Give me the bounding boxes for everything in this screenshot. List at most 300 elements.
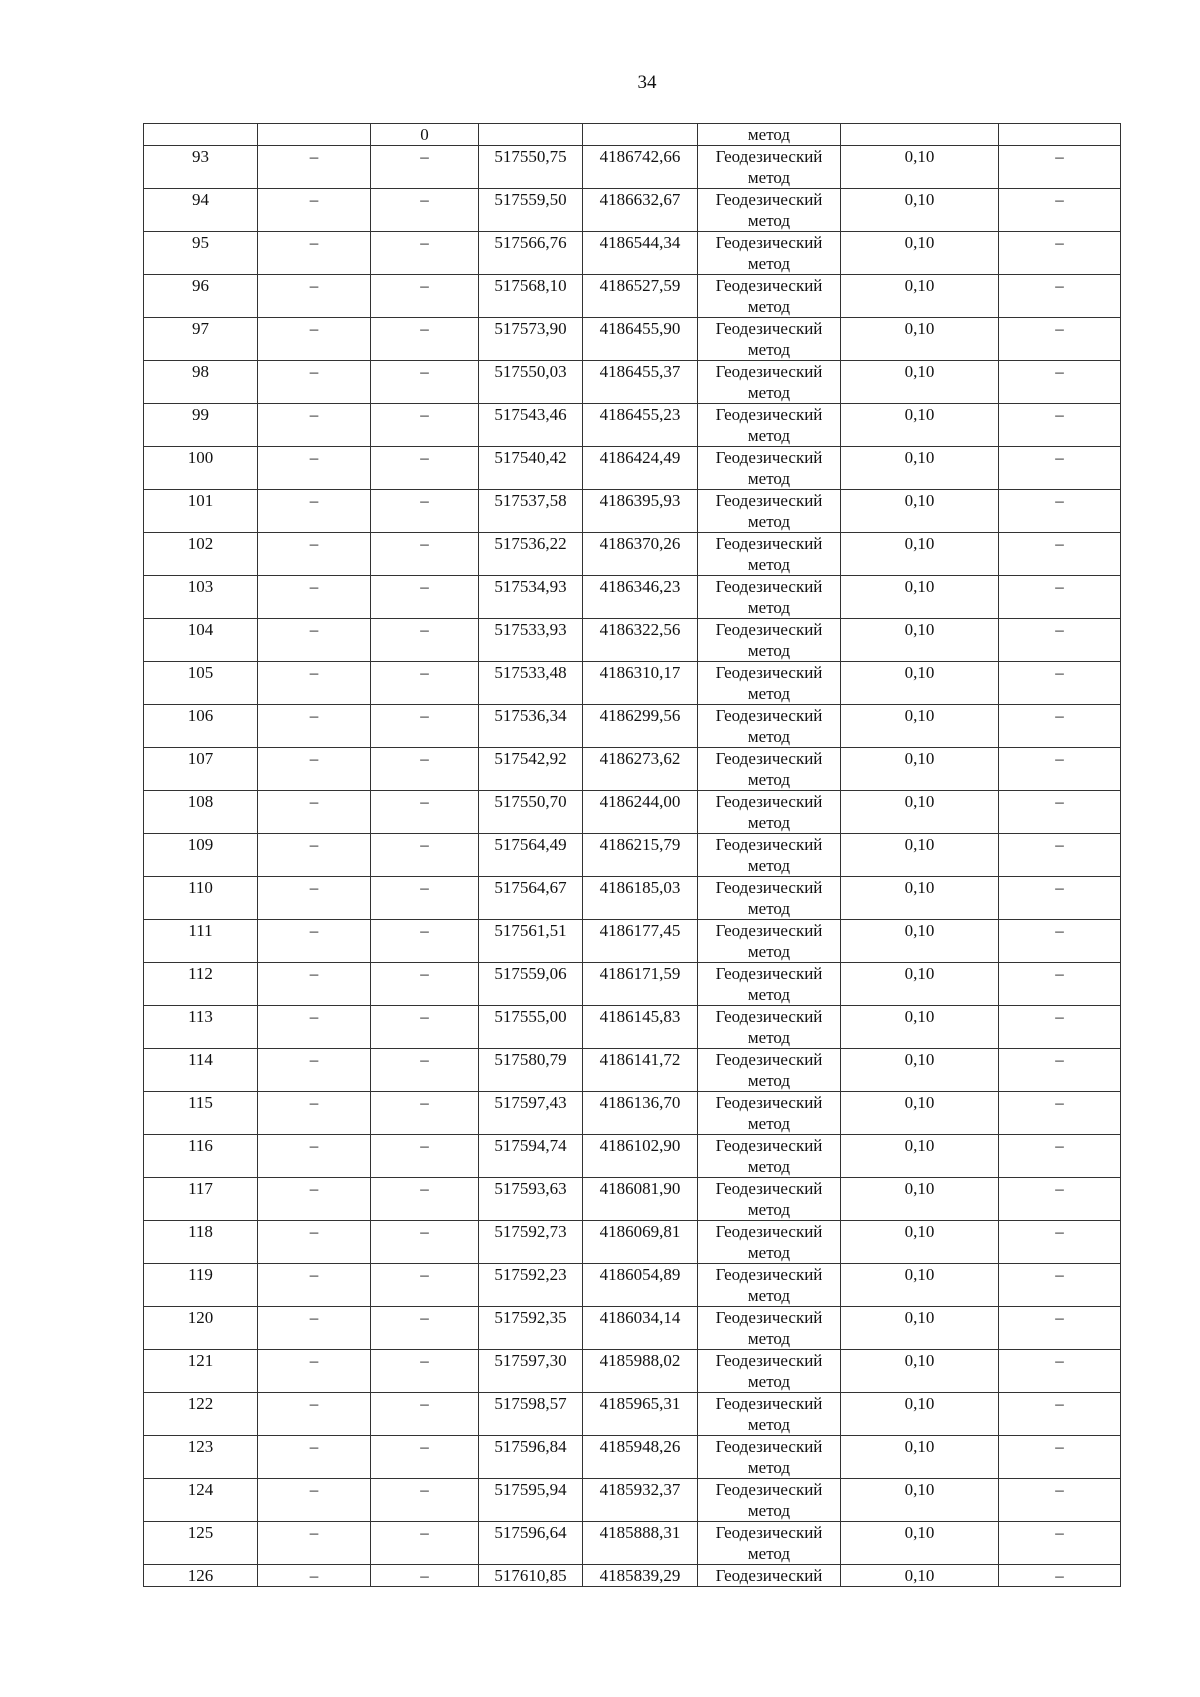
cell-y: 4185948,26 — [583, 1436, 698, 1479]
cell-col8: – — [999, 1264, 1121, 1307]
table-row — [144, 576, 1121, 619]
cell-col2: – — [258, 1178, 371, 1221]
cell-col8: – — [999, 1049, 1121, 1092]
cell-col8: – — [999, 920, 1121, 963]
table-row — [144, 1178, 1121, 1221]
cell-point-number: 100 — [144, 447, 258, 490]
cell-method — [698, 576, 841, 619]
cell-method — [698, 1350, 841, 1393]
cell-y: 4186215,79 — [583, 834, 698, 877]
cell-method — [698, 1436, 841, 1479]
cell-point-number: 116 — [144, 1135, 258, 1178]
cell-accuracy: 0,10 — [841, 1006, 999, 1049]
cell-accuracy: 0,10 — [841, 576, 999, 619]
cell-point-number: 98 — [144, 361, 258, 404]
cell-x: 517598,57 — [479, 1393, 583, 1436]
cell-col2: – — [258, 920, 371, 963]
cell-col3: – — [371, 490, 479, 533]
cell-accuracy: 0,10 — [841, 1221, 999, 1264]
cell-method — [698, 404, 841, 447]
cell-point-number: 95 — [144, 232, 258, 275]
method-line1: Геодезический — [715, 405, 823, 424]
method-line2: метод — [747, 254, 791, 273]
cell-method — [698, 1307, 841, 1350]
cell-col3: – — [371, 361, 479, 404]
cell-point-number: 113 — [144, 1006, 258, 1049]
cell-method — [698, 748, 841, 791]
cell-x: 517555,00 — [479, 1006, 583, 1049]
cell-point-number: 112 — [144, 963, 258, 1006]
method-line1: Геодезический — [715, 319, 823, 338]
method-line2: метод — [747, 211, 791, 230]
method-line1: Геодезический — [715, 964, 823, 983]
cell-x: 517537,58 — [479, 490, 583, 533]
method-line1: Геодезический — [715, 1394, 823, 1413]
cell-col3: – — [371, 275, 479, 318]
cell-col2: – — [258, 1522, 371, 1565]
cell-col8: – — [999, 877, 1121, 920]
cell-point-number: 118 — [144, 1221, 258, 1264]
cell-method — [698, 232, 841, 275]
table-row — [144, 447, 1121, 490]
cell-col2: – — [258, 447, 371, 490]
cell-y: 4185839,29 — [583, 1565, 698, 1587]
cell-col2: – — [258, 834, 371, 877]
cell-point-number: 97 — [144, 318, 258, 361]
method-line2: метод — [747, 770, 791, 789]
cell-y: 4186424,49 — [583, 447, 698, 490]
cell-x: 517536,34 — [479, 705, 583, 748]
cell-accuracy: 0,10 — [841, 490, 999, 533]
cell-accuracy: 0,10 — [841, 1135, 999, 1178]
method-line2: метод — [747, 1200, 791, 1219]
method-line2: метод — [747, 426, 791, 445]
cell-y: 4186346,23 — [583, 576, 698, 619]
cell-accuracy: 0,10 — [841, 1307, 999, 1350]
cell-x: 517595,94 — [479, 1479, 583, 1522]
method-line2: метод — [747, 469, 791, 488]
cell-col3: – — [371, 1436, 479, 1479]
cell-col2: – — [258, 1135, 371, 1178]
cell-method — [698, 662, 841, 705]
method-line1: Геодезический — [715, 1007, 823, 1026]
cell-col2: – — [258, 1479, 371, 1522]
cell-x: 517568,10 — [479, 275, 583, 318]
cell-col3: – — [371, 1350, 479, 1393]
cell-col3: – — [371, 404, 479, 447]
cell-method — [698, 275, 841, 318]
cell-y: 4186145,83 — [583, 1006, 698, 1049]
table-row — [144, 920, 1121, 963]
cell-accuracy: 0,10 — [841, 1393, 999, 1436]
cell-col8: – — [999, 189, 1121, 232]
method-line1: Геодезический — [715, 1566, 823, 1585]
cell-col3: – — [371, 1092, 479, 1135]
cell-y: 4186136,70 — [583, 1092, 698, 1135]
cell-col3: – — [371, 748, 479, 791]
cell-col3: – — [371, 705, 479, 748]
coordinates-table — [143, 123, 1121, 1587]
cell-x: 517540,42 — [479, 447, 583, 490]
cell-col2: – — [258, 146, 371, 189]
method-line1: Геодезический — [715, 147, 823, 166]
cell-y: 4186141,72 — [583, 1049, 698, 1092]
method-line1: Геодезический — [715, 233, 823, 252]
cell-col8: – — [999, 533, 1121, 576]
cell-col3: – — [371, 1307, 479, 1350]
cell-col8: – — [999, 318, 1121, 361]
cell-x: 517592,35 — [479, 1307, 583, 1350]
table-row — [144, 1350, 1121, 1393]
cell-col2: – — [258, 748, 371, 791]
cell-col2: – — [258, 189, 371, 232]
cell-col8: – — [999, 232, 1121, 275]
cell-col3: – — [371, 533, 479, 576]
cell-col2: – — [258, 576, 371, 619]
cell-y: 4186322,56 — [583, 619, 698, 662]
cell-accuracy: 0,10 — [841, 189, 999, 232]
cell-accuracy: 0,10 — [841, 1350, 999, 1393]
cell-col8: – — [999, 834, 1121, 877]
cell-col3: 0 — [371, 124, 479, 146]
cell-col3: – — [371, 834, 479, 877]
cell-method — [698, 1178, 841, 1221]
table-row — [144, 619, 1121, 662]
cell-method — [698, 1264, 841, 1307]
cell-y: 4186395,93 — [583, 490, 698, 533]
method-line2: метод — [747, 1415, 791, 1434]
cell-col8: – — [999, 1522, 1121, 1565]
cell-col8 — [999, 124, 1121, 146]
cell-point-number: 114 — [144, 1049, 258, 1092]
cell-col3: – — [371, 1565, 479, 1587]
cell-x: 517564,67 — [479, 877, 583, 920]
cell-col2: – — [258, 1307, 371, 1350]
cell-col3: – — [371, 1049, 479, 1092]
cell-col2: – — [258, 1006, 371, 1049]
cell-x: 517536,22 — [479, 533, 583, 576]
cell-point-number: 122 — [144, 1393, 258, 1436]
cell-method — [698, 877, 841, 920]
table-row — [144, 1393, 1121, 1436]
cell-method — [698, 318, 841, 361]
cell-x: 517566,76 — [479, 232, 583, 275]
cell-col8: – — [999, 1307, 1121, 1350]
cell-col2 — [258, 124, 371, 146]
cell-method — [698, 361, 841, 404]
cell-x: 517564,49 — [479, 834, 583, 877]
cell-point-number: 106 — [144, 705, 258, 748]
cell-point-number: 124 — [144, 1479, 258, 1522]
cell-accuracy: 0,10 — [841, 748, 999, 791]
cell-x: 517593,63 — [479, 1178, 583, 1221]
cell-col8: – — [999, 748, 1121, 791]
table-row — [144, 361, 1121, 404]
method-line2: метод — [747, 1028, 791, 1047]
cell-y: 4186544,34 — [583, 232, 698, 275]
cell-col8: – — [999, 146, 1121, 189]
cell-y: 4186310,17 — [583, 662, 698, 705]
method-line1: Геодезический — [715, 1437, 823, 1456]
cell-col2: – — [258, 404, 371, 447]
table-row — [144, 1092, 1121, 1135]
cell-accuracy: 0,10 — [841, 834, 999, 877]
cell-method — [698, 1522, 841, 1565]
cell-y: 4186102,90 — [583, 1135, 698, 1178]
cell-x: 517550,70 — [479, 791, 583, 834]
method-line2: метод — [747, 813, 791, 832]
cell-point-number: 126 — [144, 1565, 258, 1587]
cell-method — [698, 533, 841, 576]
cell-method — [698, 1006, 841, 1049]
method-line2: метод — [747, 340, 791, 359]
method-line1: Геодезический — [715, 921, 823, 940]
cell-col8: – — [999, 275, 1121, 318]
cell-x: 517610,85 — [479, 1565, 583, 1587]
cell-y: 4186034,14 — [583, 1307, 698, 1350]
method-line1: Геодезический — [715, 792, 823, 811]
cell-y: 4186632,67 — [583, 189, 698, 232]
cell-col3: – — [371, 576, 479, 619]
cell-method — [698, 447, 841, 490]
cell-point-number: 115 — [144, 1092, 258, 1135]
cell-x: 517596,64 — [479, 1522, 583, 1565]
cell-x: 517533,48 — [479, 662, 583, 705]
cell-point-number: 96 — [144, 275, 258, 318]
cell-col8: – — [999, 1436, 1121, 1479]
cell-col2: – — [258, 1393, 371, 1436]
cell-accuracy: 0,10 — [841, 619, 999, 662]
cell-col8: – — [999, 705, 1121, 748]
cell-method — [698, 963, 841, 1006]
page-number: 34 — [637, 72, 657, 93]
cell-x: 517597,43 — [479, 1092, 583, 1135]
cell-y: 4186244,00 — [583, 791, 698, 834]
cell-col2: – — [258, 1092, 371, 1135]
method-line2: метод — [747, 641, 791, 660]
cell-x: 517573,90 — [479, 318, 583, 361]
cell-accuracy — [841, 124, 999, 146]
cell-col8: – — [999, 1393, 1121, 1436]
cell-col8: – — [999, 447, 1121, 490]
cell-col2: – — [258, 1049, 371, 1092]
cell-col8: – — [999, 619, 1121, 662]
cell-col2: – — [258, 361, 371, 404]
cell-method — [698, 1092, 841, 1135]
method-line2: метод — [747, 856, 791, 875]
table-row — [144, 1479, 1121, 1522]
table-row — [144, 1049, 1121, 1092]
cell-accuracy: 0,10 — [841, 877, 999, 920]
cell-method — [698, 619, 841, 662]
cell-col8: – — [999, 1350, 1121, 1393]
cell-col8: – — [999, 576, 1121, 619]
cell-col3: – — [371, 1522, 479, 1565]
cell-col3: – — [371, 791, 479, 834]
method-line2: метод — [747, 1544, 791, 1563]
cell-col2: – — [258, 1264, 371, 1307]
table-row — [144, 1006, 1121, 1049]
cell-method — [698, 834, 841, 877]
method-line1: Геодезический — [715, 276, 823, 295]
method-line1: Геодезический — [715, 1136, 823, 1155]
method-line1: Геодезический — [715, 448, 823, 467]
cell-col3: – — [371, 146, 479, 189]
cell-col3: – — [371, 963, 479, 1006]
table-row — [144, 533, 1121, 576]
cell-point-number: 107 — [144, 748, 258, 791]
method-line2: метод — [747, 1071, 791, 1090]
method-line1: Геодезический — [715, 1179, 823, 1198]
cell-col2: – — [258, 791, 371, 834]
cell-col2: – — [258, 1221, 371, 1264]
cell-y: 4186185,03 — [583, 877, 698, 920]
cell-col2: – — [258, 1436, 371, 1479]
cell-col3: – — [371, 1006, 479, 1049]
cell-col3: – — [371, 1479, 479, 1522]
cell-y: 4185888,31 — [583, 1522, 698, 1565]
cell-x: 517597,30 — [479, 1350, 583, 1393]
cell-col8: – — [999, 1135, 1121, 1178]
table-row — [144, 1436, 1121, 1479]
cell-x: 517592,23 — [479, 1264, 583, 1307]
cell-point-number: 117 — [144, 1178, 258, 1221]
method-line1: Геодезический — [715, 1523, 823, 1542]
cell-y: 4186455,37 — [583, 361, 698, 404]
cell-x: 517559,06 — [479, 963, 583, 1006]
cell-accuracy: 0,10 — [841, 533, 999, 576]
method-line2: метод — [747, 1372, 791, 1391]
cell-x: 517533,93 — [479, 619, 583, 662]
cell-method — [698, 1135, 841, 1178]
cell-accuracy: 0,10 — [841, 232, 999, 275]
cell-y: 4186455,23 — [583, 404, 698, 447]
method-line2: метод — [747, 383, 791, 402]
method-line1: Геодезический — [715, 1480, 823, 1499]
cell-method — [698, 791, 841, 834]
cell-method — [698, 1393, 841, 1436]
cell-col8: – — [999, 1221, 1121, 1264]
cell-col2: – — [258, 705, 371, 748]
cell-point-number: 99 — [144, 404, 258, 447]
cell-accuracy: 0,10 — [841, 1049, 999, 1092]
cell-col8: – — [999, 361, 1121, 404]
cell-accuracy: 0,10 — [841, 1522, 999, 1565]
cell-y: 4186171,59 — [583, 963, 698, 1006]
cell-method — [698, 705, 841, 748]
cell-accuracy: 0,10 — [841, 1178, 999, 1221]
cell-y: 4185965,31 — [583, 1393, 698, 1436]
table-row — [144, 490, 1121, 533]
cell-point-number: 119 — [144, 1264, 258, 1307]
method-line2: метод — [747, 1458, 791, 1477]
method-line1: Геодезический — [715, 1222, 823, 1241]
cell-accuracy: 0,10 — [841, 1092, 999, 1135]
cell-method — [698, 146, 841, 189]
cell-col2: – — [258, 490, 371, 533]
method-line2: метод — [747, 1286, 791, 1305]
cell-point-number: 93 — [144, 146, 258, 189]
cell-accuracy: 0,10 — [841, 275, 999, 318]
cell-col8: – — [999, 1006, 1121, 1049]
cell-accuracy: 0,10 — [841, 1565, 999, 1587]
cell-method — [698, 1565, 841, 1587]
table-row — [144, 1221, 1121, 1264]
table-row — [144, 705, 1121, 748]
cell-col2: – — [258, 275, 371, 318]
method-line1: Геодезический — [715, 835, 823, 854]
method-line1: Геодезический — [715, 190, 823, 209]
method-line2: метод — [747, 1157, 791, 1176]
cell-point-number: 101 — [144, 490, 258, 533]
cell-point-number — [144, 124, 258, 146]
cell-y: 4186177,45 — [583, 920, 698, 963]
table-row — [144, 748, 1121, 791]
cell-col2: – — [258, 318, 371, 361]
cell-point-number: 104 — [144, 619, 258, 662]
method-line2: метод — [747, 899, 791, 918]
method-line1: Геодезический — [715, 749, 823, 768]
cell-col3: – — [371, 1221, 479, 1264]
cell-col2: – — [258, 232, 371, 275]
cell-y: 4186527,59 — [583, 275, 698, 318]
table-row — [144, 275, 1121, 318]
cell-accuracy: 0,10 — [841, 920, 999, 963]
cell-col8: – — [999, 963, 1121, 1006]
table-row-partial — [144, 1565, 1121, 1587]
cell-col3: – — [371, 318, 479, 361]
cell-y: 4186455,90 — [583, 318, 698, 361]
cell-y: 4186069,81 — [583, 1221, 698, 1264]
cell-col3: – — [371, 920, 479, 963]
table-row — [144, 662, 1121, 705]
cell-col8: – — [999, 1565, 1121, 1587]
cell-y — [583, 124, 698, 146]
table-row — [144, 834, 1121, 877]
cell-y: 4185932,37 — [583, 1479, 698, 1522]
cell-col2: – — [258, 963, 371, 1006]
cell-x: 517592,73 — [479, 1221, 583, 1264]
table-row — [144, 1264, 1121, 1307]
cell-x: 517550,03 — [479, 361, 583, 404]
cell-point-number: 102 — [144, 533, 258, 576]
cell-x — [479, 124, 583, 146]
table-row — [144, 146, 1121, 189]
cell-point-number: 125 — [144, 1522, 258, 1565]
cell-col3: – — [371, 232, 479, 275]
cell-point-number: 94 — [144, 189, 258, 232]
cell-accuracy: 0,10 — [841, 404, 999, 447]
cell-method — [698, 1479, 841, 1522]
method-line1: Геодезический — [715, 491, 823, 510]
method-line2: метод — [747, 1114, 791, 1133]
table-row — [144, 189, 1121, 232]
method-line2: метод — [747, 168, 791, 187]
cell-accuracy: 0,10 — [841, 1436, 999, 1479]
method-line2: метод — [747, 1329, 791, 1348]
cell-col3: – — [371, 877, 479, 920]
table-row — [144, 1307, 1121, 1350]
cell-accuracy: 0,10 — [841, 1264, 999, 1307]
cell-point-number: 109 — [144, 834, 258, 877]
cell-col8: – — [999, 662, 1121, 705]
cell-y: 4186370,26 — [583, 533, 698, 576]
cell-col8: – — [999, 404, 1121, 447]
table-row — [144, 963, 1121, 1006]
cell-x: 517594,74 — [479, 1135, 583, 1178]
method-line2: метод — [747, 297, 791, 316]
method-line1: Геодезический — [715, 663, 823, 682]
